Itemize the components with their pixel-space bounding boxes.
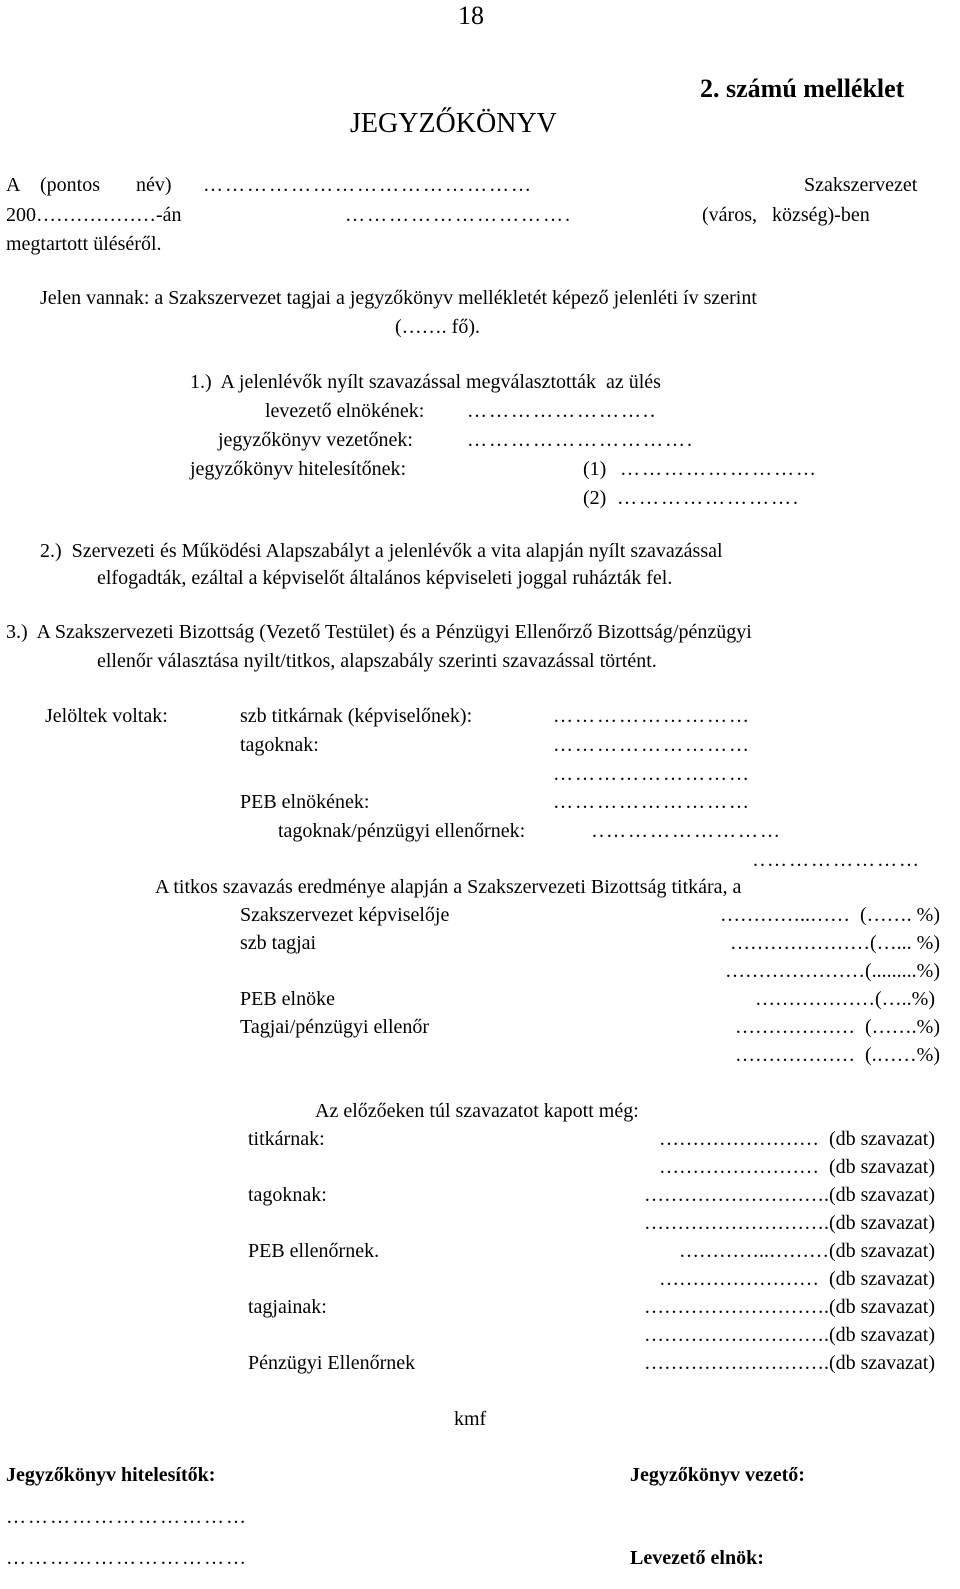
szb-value-2: …………………(.........%) bbox=[725, 960, 940, 982]
candidates-label: Jelöltek voltak: bbox=[45, 705, 168, 727]
chair-label: levezető elnökének: bbox=[265, 400, 425, 422]
peb-members-result-label: Tagjai/pénzügyi ellenőr bbox=[240, 1016, 430, 1038]
chair-signature-label: Levezető elnök: bbox=[630, 1547, 764, 1569]
intro-line3: megtartott üléséről. bbox=[6, 233, 162, 255]
intro-line2-end: (város, község)-ben bbox=[702, 204, 870, 226]
authenticator-label: jegyzőkönyv hitelesítőnek: bbox=[190, 458, 407, 480]
other-votes-value: ……………………….(db szavazat) bbox=[643, 1352, 935, 1374]
szb-label: szb tagjai bbox=[240, 932, 317, 954]
members-dots-2: ……………………… bbox=[553, 763, 751, 785]
peb-chair-label: PEB elnökének: bbox=[240, 791, 370, 813]
intro-line2-a: 200………………-án bbox=[6, 204, 182, 226]
peb-members-dots-1: ..…………………… bbox=[592, 820, 782, 842]
intro-line1-dots: ……………………………………… bbox=[203, 174, 533, 196]
secretary-dots: ……………………… bbox=[553, 705, 751, 727]
other-votes-value: ……………………….(db szavazat) bbox=[643, 1296, 935, 1318]
page-number: 18 bbox=[458, 1, 484, 30]
rep-value: …………..…… (……. %) bbox=[720, 904, 940, 926]
intro-line1-b: (pontos bbox=[40, 174, 100, 196]
other-votes-value: …………………… (db szavazat) bbox=[658, 1156, 935, 1178]
other-votes-label: PEB ellenőrnek. bbox=[248, 1240, 380, 1262]
authenticators-label: Jegyzőkönyv hitelesítők: bbox=[6, 1464, 216, 1486]
secretary-label: szb titkárnak (képviselőnek): bbox=[240, 705, 473, 727]
present-line1: Jelen vannak: a Szakszervezet tagjai a jegyzőkönyv mellékletét képező jelenléti ív szerint bbox=[40, 287, 757, 309]
other-votes-label: Pénzügyi Ellenőrnek bbox=[248, 1352, 416, 1374]
authenticator-1-dots: ……………………… bbox=[620, 458, 818, 480]
intro-line1-end: Szakszervezet bbox=[804, 174, 918, 196]
annex-label: 2. számú melléklet bbox=[700, 74, 905, 103]
other-votes-value: …………………… (db szavazat) bbox=[658, 1268, 935, 1290]
other-votes-value: ……………………….(db szavazat) bbox=[643, 1184, 935, 1206]
peb-members-dots-2: ..………………… bbox=[753, 849, 921, 871]
peb-members-label: tagoknak/pénzügyi ellenőrnek: bbox=[278, 820, 526, 842]
item1-heading: 1.) A jelenlévők nyílt szavazással megválasztották az ülés bbox=[190, 371, 661, 393]
peb-chair-result-label: PEB elnöke bbox=[240, 988, 335, 1010]
authenticator-2-number: (2) bbox=[583, 487, 607, 509]
recorder-dots: …………………………. bbox=[467, 429, 694, 451]
peb-members-result-value-1: ……………… (…….%) bbox=[735, 1016, 940, 1038]
other-votes-label: titkárnak: bbox=[248, 1128, 325, 1150]
item3-line2: ellenőr választása nyilt/titkos, alapszabály szerinti szavazással történt. bbox=[97, 650, 657, 672]
chair-dots: …………………….. bbox=[467, 400, 657, 422]
members-label: tagoknak: bbox=[240, 734, 319, 756]
peb-members-result-value-2: ……………… (.……%) bbox=[735, 1044, 940, 1066]
szb-value-1: …………………(…... %) bbox=[730, 932, 940, 954]
authenticator-signature-dots-1: …………………………… bbox=[6, 1506, 248, 1528]
authenticator-signature-dots-2: …………………………… bbox=[6, 1547, 248, 1569]
intro-line1-c: név) bbox=[136, 174, 172, 196]
other-votes-value: …………..………(db szavazat) bbox=[678, 1240, 935, 1262]
other-votes-value: …………………… (db szavazat) bbox=[658, 1128, 935, 1150]
item2-line2: elfogadták, ezáltal a képviselőt általános képviseleti joggal ruházták fel. bbox=[97, 567, 673, 589]
item3-line1: 3.) A Szakszervezeti Bizottság (Vezető Testület) és a Pénzügyi Ellenőrző Bizottság/pénzügyi bbox=[6, 621, 752, 643]
peb-chair-result-value: ………………(…..%) bbox=[755, 988, 935, 1010]
intro-line2-dots: …………………………. bbox=[345, 204, 572, 226]
other-votes-value: ……………………….(db szavazat) bbox=[643, 1212, 935, 1234]
other-votes-heading: Az előzőeken túl szavazatot kapott még: bbox=[315, 1100, 639, 1122]
document-title: JEGYZŐKÖNYV bbox=[350, 108, 557, 139]
kmf: kmf bbox=[454, 1408, 487, 1430]
results-heading: A titkos szavazás eredménye alapján a Szakszervezeti Bizottság titkára, a bbox=[155, 876, 742, 898]
members-dots-1: ……………………… bbox=[553, 734, 751, 756]
intro-line1-a: A bbox=[6, 174, 21, 196]
recorder-signature-label: Jegyzőkönyv vezető: bbox=[630, 1464, 805, 1486]
authenticator-1-number: (1) bbox=[583, 458, 607, 480]
rep-label: Szakszervezet képviselője bbox=[240, 904, 450, 926]
other-votes-value: ……………………….(db szavazat) bbox=[643, 1324, 935, 1346]
other-votes-label: tagjainak: bbox=[248, 1296, 327, 1318]
recorder-label: jegyzőkönyv vezetőnek: bbox=[218, 429, 413, 451]
authenticator-2-dots: ……………………. bbox=[617, 487, 800, 509]
other-votes-label: tagoknak: bbox=[248, 1184, 327, 1206]
peb-chair-dots: ……………………… bbox=[553, 791, 751, 813]
present-line2: (……. fő). bbox=[395, 316, 480, 338]
item2-line1: 2.) Szervezeti és Működési Alapszabályt a jelenlévők a vita alapján nyílt szavazással bbox=[40, 540, 723, 562]
